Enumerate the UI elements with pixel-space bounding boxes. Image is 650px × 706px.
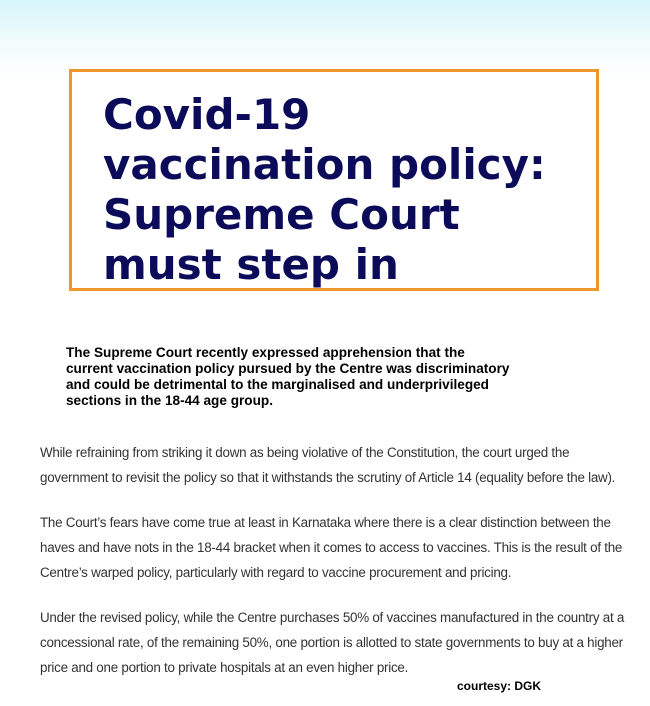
paragraph-line: The Court’s fears have come true at least in Karnataka where there is a clear distinction between the [40, 515, 611, 530]
body-paragraph-3 [40, 605, 632, 680]
lede-line: current vaccination policy pursued by the Centre was discriminatory [66, 361, 510, 376]
paragraph-line: Under the revised policy, while the Centre purchases 50% of vaccines manufactured in the country at a [40, 610, 625, 625]
headline-box [69, 69, 599, 291]
headline-line: must step in [103, 240, 399, 289]
headline [103, 90, 598, 290]
paragraph-line: While refraining from striking it down as being violative of the Constitution, the court urged the [40, 445, 570, 460]
paragraph-line: haves and have nots in the 18-44 bracket when it comes to access to vaccines. This is the result of the [40, 540, 623, 555]
headline-line: Supreme Court [103, 190, 460, 239]
headline-line: vaccination policy: [103, 140, 546, 189]
lede-line: The Supreme Court recently expressed apprehension that the [66, 345, 465, 360]
paragraph-line: government to revisit the policy so that it withstands the scrutiny of Article 14 (equality before the law). [40, 470, 616, 485]
paragraph-line: Centre’s warped policy, particularly with regard to vaccine procurement and pricing. [40, 565, 512, 580]
headline-line: Covid-19 [103, 90, 311, 139]
paragraph-line: price and one portion to private hospitals at an even higher price. [40, 660, 409, 675]
paragraph-line: concessional rate, of the remaining 50%, one portion is allotted to state governments to buy at a higher [40, 635, 623, 650]
lede-line: sections in the 18-44 age group. [66, 393, 273, 408]
body-paragraph-2 [40, 510, 632, 585]
lede-summary [66, 345, 606, 409]
lede-line: and could be detrimental to the marginalised and underprivileged [66, 377, 489, 392]
body-paragraph-1 [40, 440, 632, 490]
courtesy-credit: courtesy: DGK [457, 679, 542, 693]
